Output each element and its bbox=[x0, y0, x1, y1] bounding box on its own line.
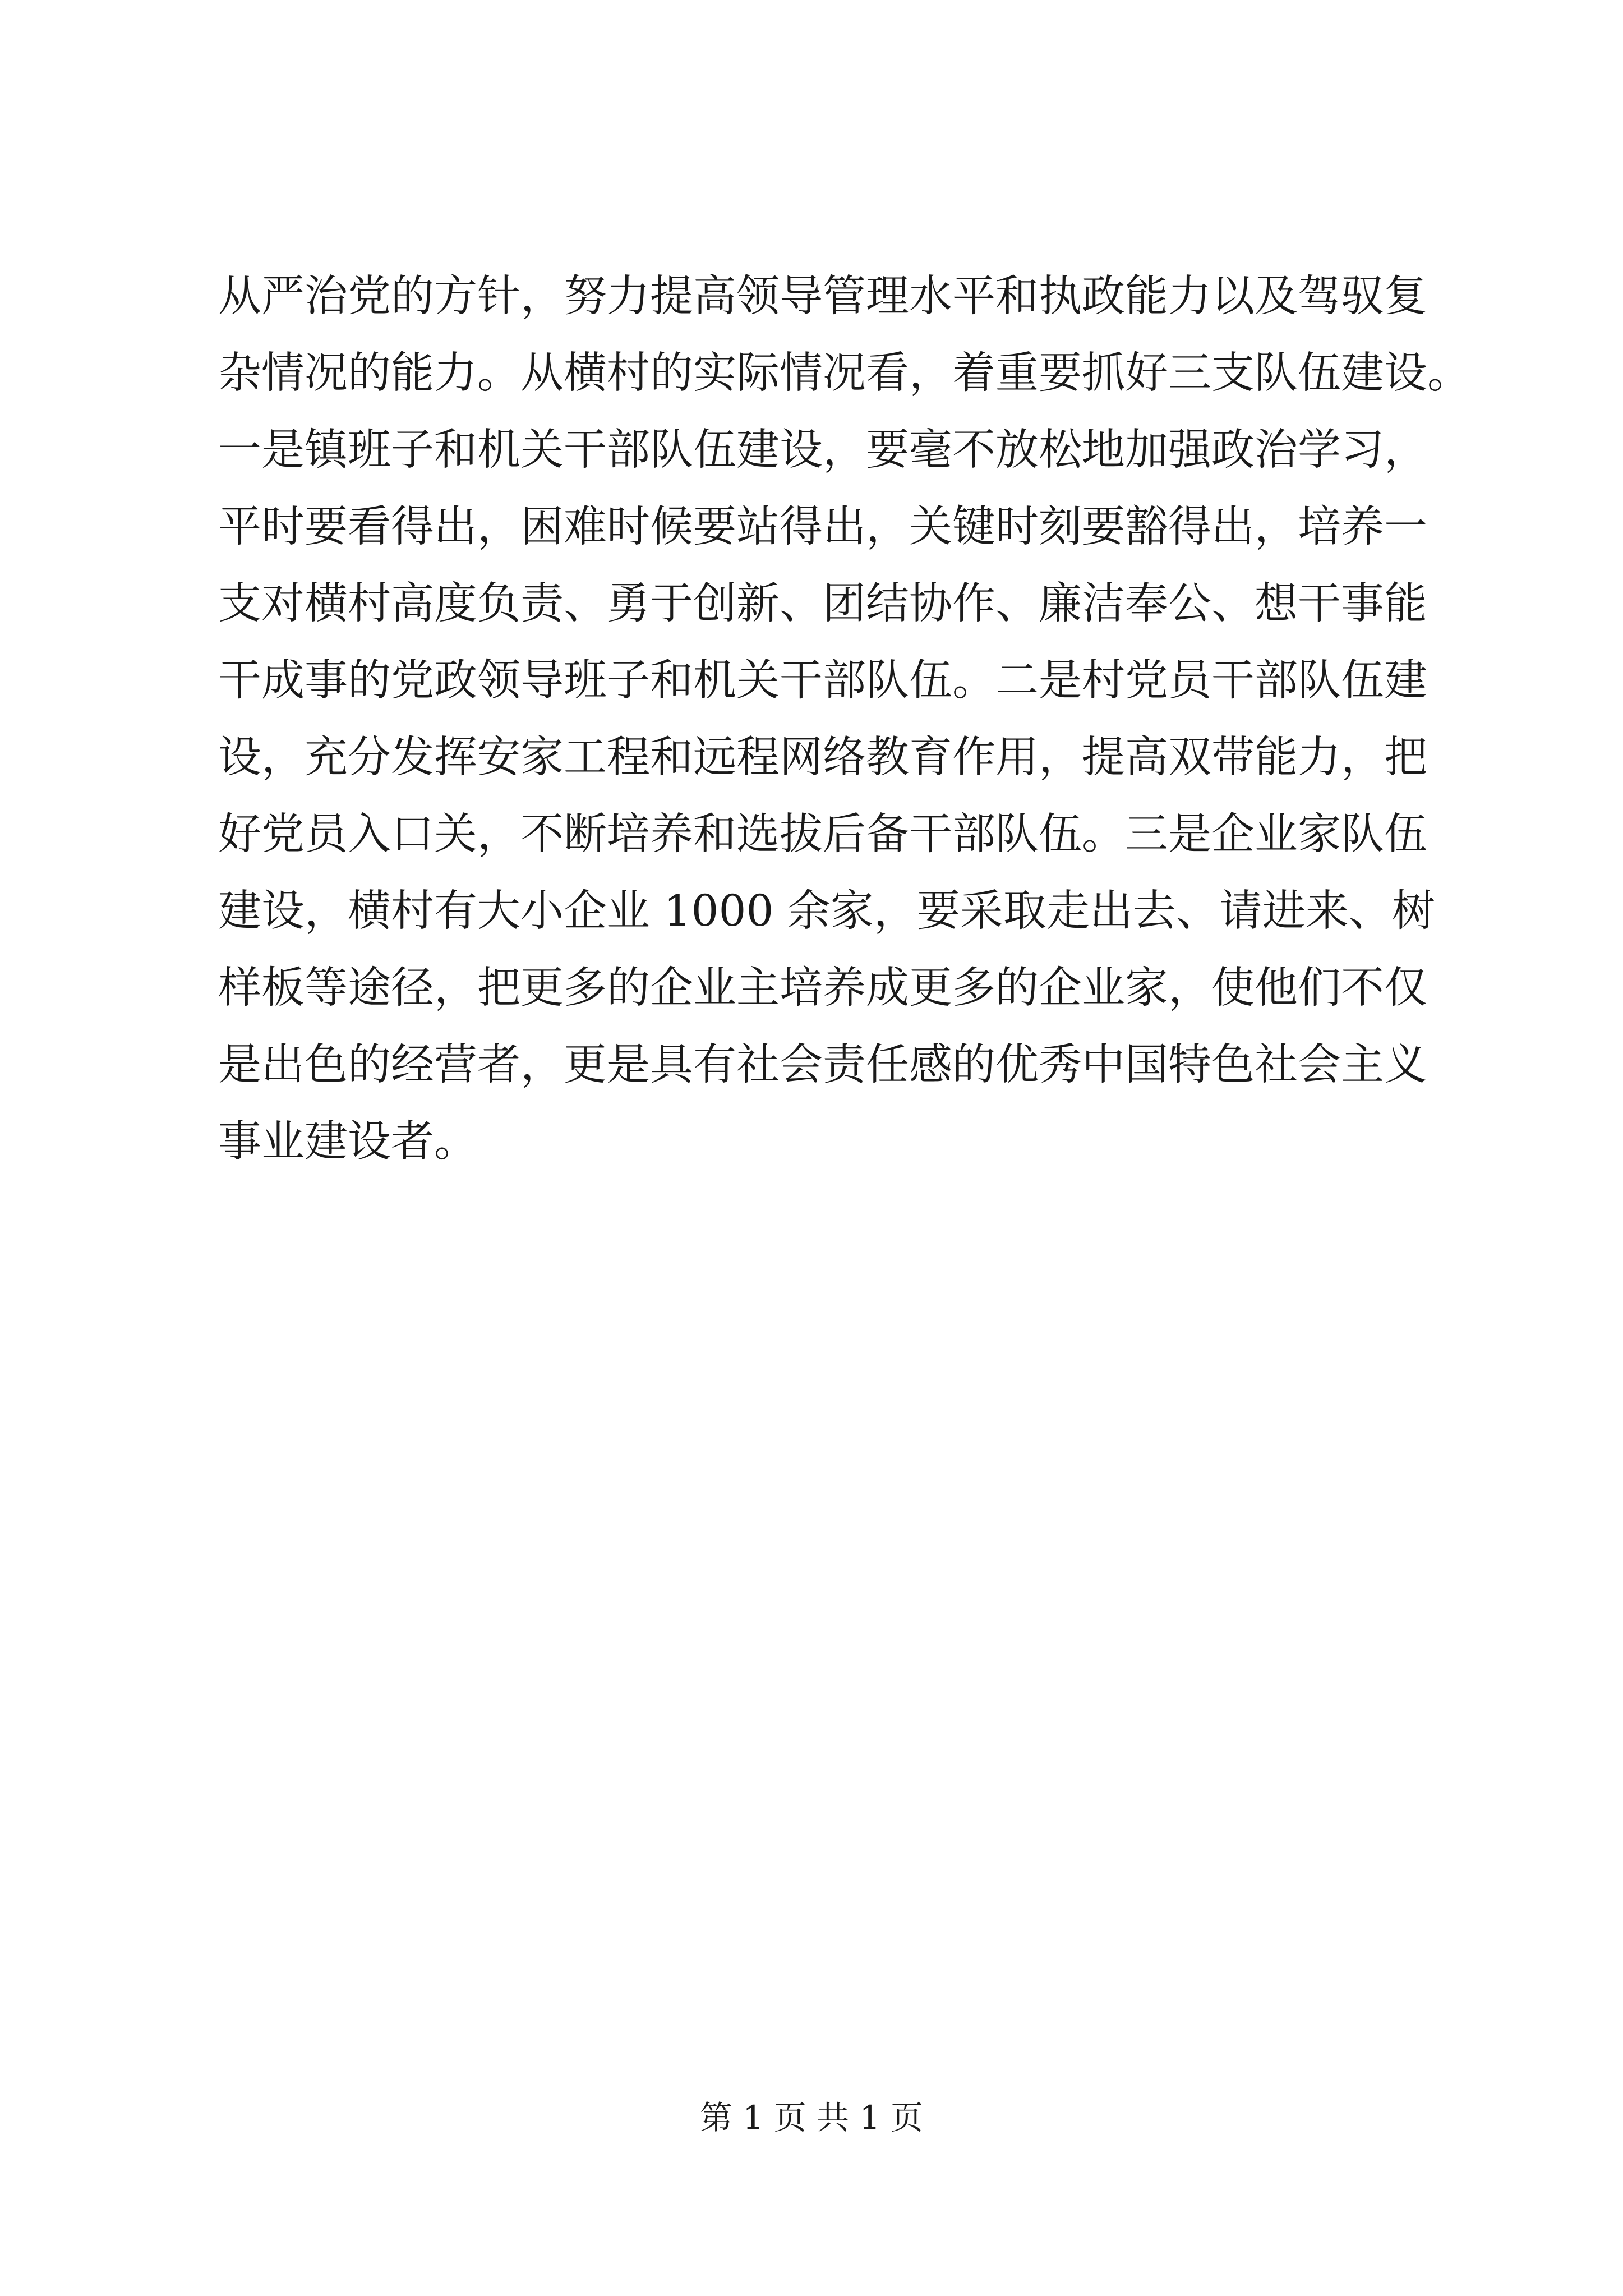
text-line: 事业建设者。 bbox=[218, 1117, 477, 1167]
text-line: 是出色的经营者，更是具有社会责任感的优秀中国特色社会主义 bbox=[218, 1040, 1427, 1090]
text-line: 从严治党的方针，努力提高领导管理水平和执政能力以及驾驭复 bbox=[218, 272, 1427, 321]
text-line: 一是镇班子和机关干部队伍建设，要毫不放松地加强政治学习， bbox=[218, 425, 1427, 475]
text-line: 好党员入口关，不断培养和选拔后备干部队伍。三是企业家队伍 bbox=[218, 809, 1427, 859]
page-number-footer: 第 1 页 共 1 页 bbox=[700, 2099, 923, 2137]
text-line: 设，充分发挥安家工程和远程网络教育作用，提高双带能力，把 bbox=[218, 733, 1427, 783]
text-line: 干成事的党政领导班子和机关干部队伍。二是村党员干部队伍建 bbox=[218, 656, 1427, 706]
text-line: 样板等途径，把更多的企业主培养成更多的企业家，使他们不仅 bbox=[218, 963, 1427, 1013]
text-line: 杂情况的能力。从横村的实际情况看，着重要抓好三支队伍建设。 bbox=[218, 348, 1470, 398]
text-line: 支对横村高度负责、勇于创新、团结协作、廉洁奉公、想干事能 bbox=[218, 579, 1427, 629]
text-line: 建设，横村有大小企业 1000 余家，要采取走出去、请进来、树 bbox=[218, 886, 1435, 936]
text-line: 平时要看得出，困难时候要站得出，关键时刻要豁得出，培养一 bbox=[218, 502, 1427, 552]
body-paragraph bbox=[218, 258, 1470, 1180]
